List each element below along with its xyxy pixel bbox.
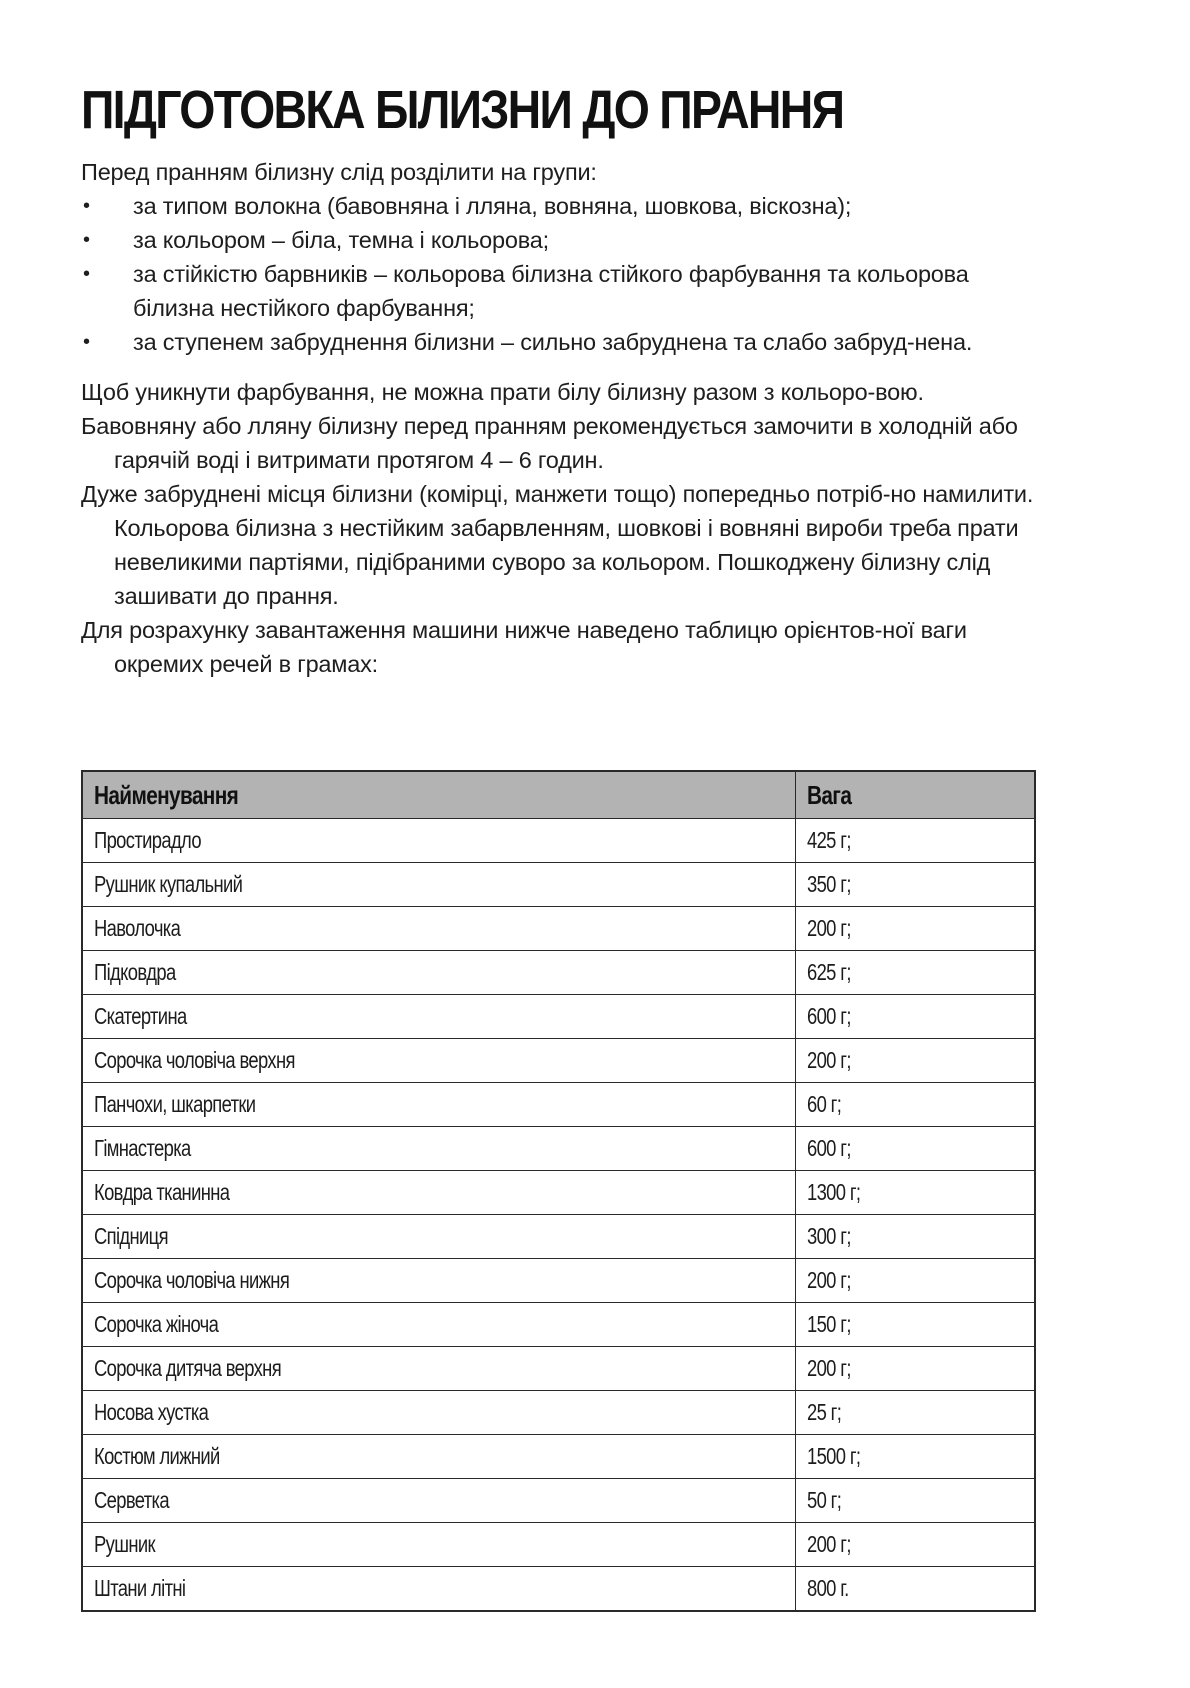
list-item: • за кольором – біла, темна і кольорова; bbox=[81, 223, 1036, 257]
item-weight-cell: 200 г; bbox=[796, 1259, 1036, 1303]
item-weight-cell: 200 г; bbox=[796, 1347, 1036, 1391]
table-row bbox=[82, 1171, 1035, 1215]
table-row bbox=[82, 1391, 1035, 1435]
spacer bbox=[81, 359, 1036, 375]
table-row bbox=[82, 1567, 1035, 1612]
intro-text: Перед пранням білизну слід розділити на групи: bbox=[81, 159, 597, 185]
table-row bbox=[82, 1127, 1035, 1171]
item-weight-cell: 1500 г; bbox=[796, 1435, 1036, 1479]
item-weight-cell: 300 г; bbox=[796, 1215, 1036, 1259]
table-row bbox=[82, 1215, 1035, 1259]
item-name-cell: Сорочка чоловіча нижня bbox=[82, 1259, 796, 1303]
page-title: ПІДГОТОВКА БІЛИЗНИ ДО ПРАННЯ bbox=[81, 80, 844, 140]
item-name-cell: Носова хустка bbox=[82, 1391, 796, 1435]
item-weight-cell: 800 г. bbox=[796, 1567, 1036, 1612]
item-name-cell: Скатертина bbox=[82, 995, 796, 1039]
item-name-cell: Ковдра тканинна bbox=[82, 1171, 796, 1215]
table-row bbox=[82, 863, 1035, 907]
item-weight-cell: 625 г; bbox=[796, 951, 1036, 995]
item-weight-cell: 425 г; bbox=[796, 819, 1036, 863]
item-name-cell: Костюм лижний bbox=[82, 1435, 796, 1479]
list-item: • за типом волокна (бавовняна і лляна, вовняна, шовкова, віскозна); bbox=[81, 189, 1036, 223]
item-name-cell: Наволочка bbox=[82, 907, 796, 951]
item-weight-cell: 150 г; bbox=[796, 1303, 1036, 1347]
table-row bbox=[82, 1039, 1035, 1083]
paragraph: Для розрахунку завантаження машини нижче наведено таблицю орієнтов-ної ваги окремих речей в грамах: bbox=[81, 617, 967, 677]
table-row bbox=[82, 1435, 1035, 1479]
grouping-list bbox=[81, 189, 1036, 359]
item-weight-cell: 600 г; bbox=[796, 995, 1036, 1039]
table-row bbox=[82, 1303, 1035, 1347]
item-name-cell: Панчохи, шкарпетки bbox=[82, 1083, 796, 1127]
paragraph: Щоб уникнути фарбування, не можна прати білу білизну разом з кольоро-вою. bbox=[81, 379, 924, 405]
item-name-cell: Сорочка чоловіча верхня bbox=[82, 1039, 796, 1083]
table-row bbox=[82, 1083, 1035, 1127]
paragraph: Бавовняну або лляну білизну перед пранням рекомендується замочити в холодній або гарячій воді і витримати протягом 4 – 6 годин. bbox=[81, 413, 1018, 473]
header-weight: Вага bbox=[796, 771, 1036, 819]
table-header-row bbox=[82, 771, 1035, 819]
table-row bbox=[82, 951, 1035, 995]
item-weight-cell: 200 г; bbox=[796, 907, 1036, 951]
item-weight-cell: 50 г; bbox=[796, 1479, 1036, 1523]
item-name-cell: Простирадло bbox=[82, 819, 796, 863]
table-row bbox=[82, 995, 1035, 1039]
body-text bbox=[81, 155, 1036, 681]
table-row bbox=[82, 819, 1035, 863]
item-weight-cell: 200 г; bbox=[796, 1039, 1036, 1083]
table-row bbox=[82, 1347, 1035, 1391]
item-name-cell: Серветка bbox=[82, 1479, 796, 1523]
item-name-cell: Гімнастерка bbox=[82, 1127, 796, 1171]
table-row bbox=[82, 1479, 1035, 1523]
item-weight-cell: 350 г; bbox=[796, 863, 1036, 907]
item-name-cell: Рушник купальний bbox=[82, 863, 796, 907]
table-row bbox=[82, 1523, 1035, 1567]
table-row bbox=[82, 1259, 1035, 1303]
item-name-cell: Штани літні bbox=[82, 1567, 796, 1612]
item-name-cell: Спідниця bbox=[82, 1215, 796, 1259]
table-row bbox=[82, 907, 1035, 951]
item-name-cell: Рушник bbox=[82, 1523, 796, 1567]
item-weight-cell: 200 г; bbox=[796, 1523, 1036, 1567]
header-name: Найменування bbox=[82, 771, 796, 819]
item-name-cell: Сорочка дитяча верхня bbox=[82, 1347, 796, 1391]
list-item: • за стійкістю барвників – кольорова білизна стійкого фарбування та кольорова білизна нестійкого фарбування; bbox=[81, 257, 1036, 325]
paragraph: Дуже забруднені місця білизни (комірці, манжети тощо) попередньо потріб-но намилити. Кольорова білизна з нестійким забарвленням, шовкові і вовняні вироби треба прати невеликими партіями, підібраними суворо за кольором. Пошкоджену білизну слід зашивати до прання. bbox=[81, 481, 1034, 609]
item-weight-cell: 1300 г; bbox=[796, 1171, 1036, 1215]
list-item: • за ступенем забруднення білизни – сильно забруднена та слабо забруд-нена. bbox=[81, 325, 1036, 359]
item-weight-cell: 60 г; bbox=[796, 1083, 1036, 1127]
item-weight-cell: 600 г; bbox=[796, 1127, 1036, 1171]
item-name-cell: Підковдра bbox=[82, 951, 796, 995]
weights-table bbox=[81, 770, 1036, 1612]
item-name-cell: Сорочка жіноча bbox=[82, 1303, 796, 1347]
item-weight-cell: 25 г; bbox=[796, 1391, 1036, 1435]
